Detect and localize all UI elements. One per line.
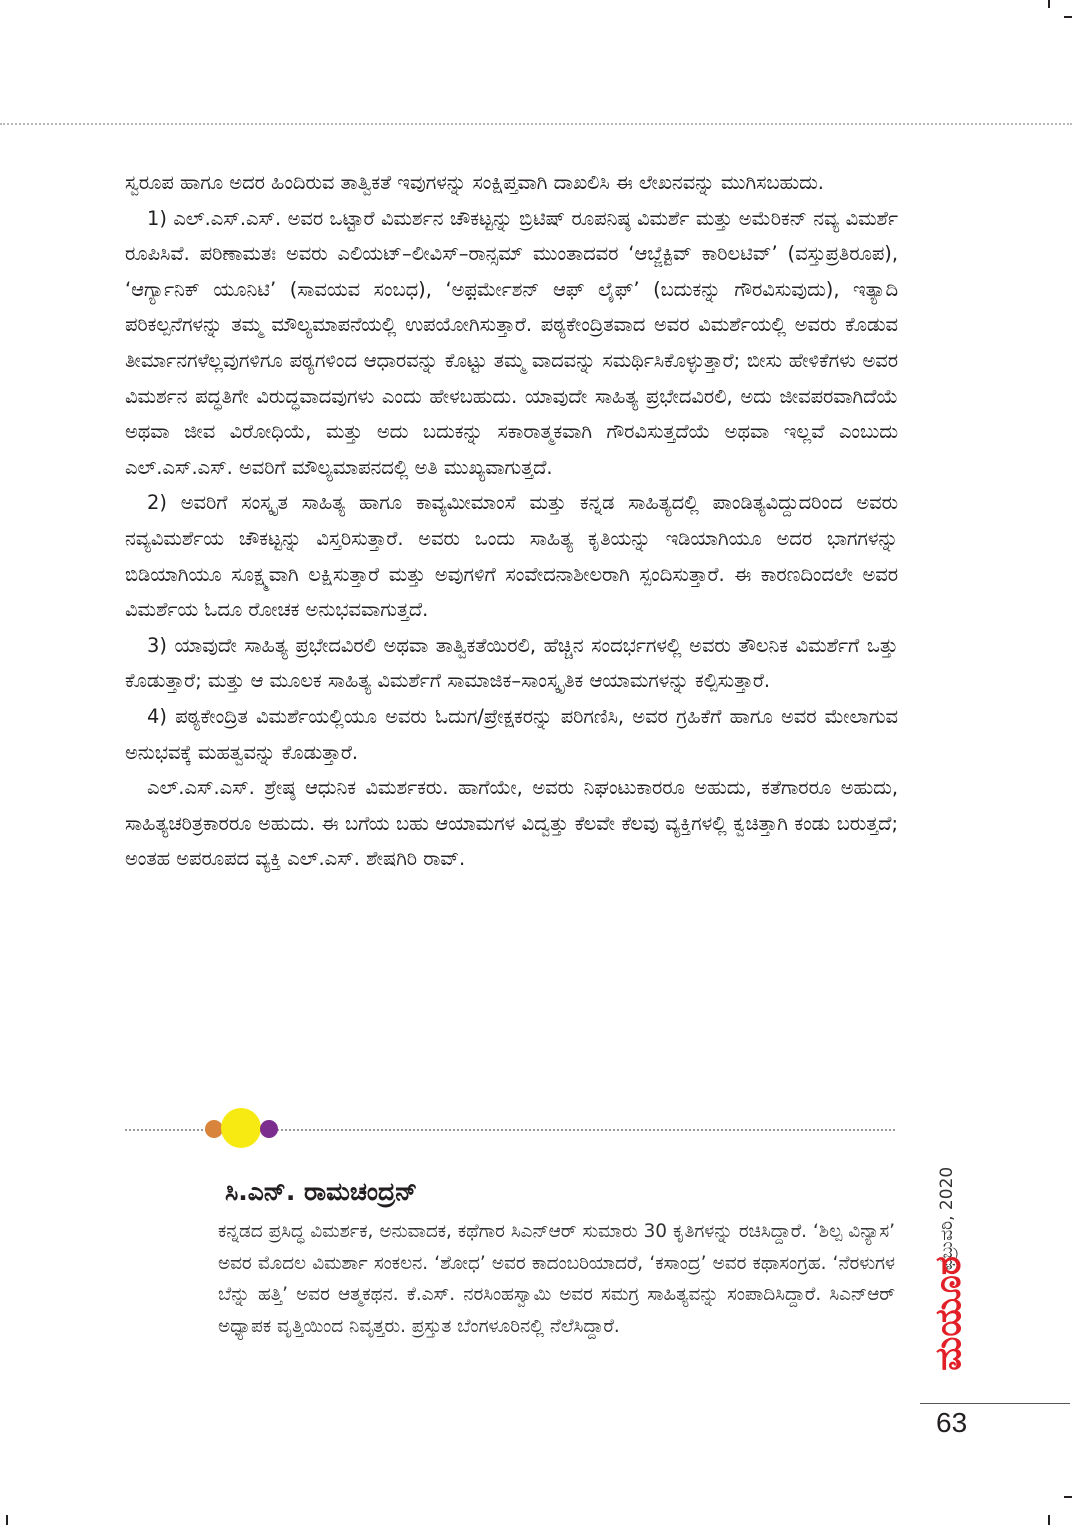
header-dotted-rule [0, 123, 1072, 125]
body-paragraph: 3) ಯಾವುದೇ ಸಾಹಿತ್ಯ ಪ್ರಭೇದವಿರಲಿ ಅಥವಾ ತಾತ್ವಿಕತೆಯಿರಲಿ, ಹೆಚ್ಚಿನ ಸಂದರ್ಭಗಳಲ್ಲಿ ಅವರು ತೌಲನಿಕ ವಿಮರ್ಶೆಗೆ ಒತ್ತು ಕೊಡುತ್ತಾರೆ; ಮತ್ತು ಆ ಮೂಲಕ ಸಾಹಿತ್ಯ ವಿಮರ್ಶೆಗೆ ಸಾಮಾಜಿಕ–ಸಾಂಸ್ಕೃತಿಕ ಆಯಾಮಗಳನ್ನು ಕಲ್ಪಿಸುತ್ತಾರೆ. [125, 633, 898, 693]
page-number-rule [920, 1403, 1070, 1404]
article-body [125, 165, 898, 877]
crop-mark [1064, 1496, 1072, 1498]
yellow-dot-icon [221, 1108, 261, 1148]
page-number: 63 [936, 1407, 968, 1438]
crop-mark [6, 1515, 8, 1525]
crop-mark [1064, 16, 1072, 18]
section-divider [125, 1108, 895, 1152]
masthead-container [924, 1236, 974, 1391]
author-bio: ಕನ್ನಡದ ಪ್ರಸಿದ್ಧ ವಿಮರ್ಶಕ, ಅನುವಾದಕ, ಕಥೆಗಾರ ಸಿಎನ್‌ಆರ್ ಸುಮಾರು 30 ಕೃತಿಗಳನ್ನು ರಚಿಸಿದ್ದಾರೆ. ‘ಶಿಲ್ಪ ವಿನ್ಯಾಸ’ ಅವರ ಮೊದಲ ವಿಮರ್ಶಾ ಸಂಕಲನ. ‘ಶೋಧ’ ಅವರ ಕಾದಂಬರಿಯಾದರೆ, ‘ಕಸಾಂದ್ರ’ ಅವರ ಕಥಾಸಂಗ್ರಹ. ‘ನೆರಳುಗಳ ಬೆನ್ನು ಹತ್ತಿ’ ಅವರ ಆತ್ಮಕಥನ. ಕೆ.ಎಸ್. ನರಸಿಂಹಸ್ವಾಮಿ ಅವರ ಸಮಗ್ರ ಸಾಹಿತ್ಯವನ್ನು ಸಂಪಾದಿಸಿದ್ದಾರೆ. ಸಿಎನ್‌ಆರ್ ಅಧ್ಯಾಪಕ ವೃತ್ತಿಯಿಂದ ನಿವೃತ್ತರು. ಪ್ರಸ್ತುತ ಬೆಂಗಳೂರಿನಲ್ಲಿ ನೆಲೆಸಿದ್ದಾರೆ. [218, 1221, 895, 1337]
magazine-masthead: ಮಯೂರ [928, 1256, 969, 1371]
body-paragraph: ಎಲ್.ಎಸ್.ಎಸ್. ಶ್ರೇಷ್ಠ ಆಧುನಿಕ ವಿಮರ್ಶಕರು. ಹಾಗೆಯೇ, ಅವರು ನಿಘಂಟುಕಾರರೂ ಅಹುದು, ಕತೆಗಾರರೂ ಅಹುದು, ಸಾಹಿತ್ಯಚರಿತ್ರಕಾರರೂ ಅಹುದು. ಈ ಬಗೆಯ ಬಹು ಆಯಾಮಗಳ ವಿದ್ವತ್ತು ಕೆಲವೇ ಕೆಲವು ವ್ಯಕ್ತಿಗಳಲ್ಲಿ ಕ್ವಚಿತ್ತಾಗಿ ಕಂಡು ಬರುತ್ತದೆ; ಅಂತಹ ಅಪರೂಪದ ವ್ಯಕ್ತಿ ಎಲ್.ಎಸ್. ಶೇಷಗಿರಿ ರಾವ್. [125, 776, 898, 871]
crop-mark [1048, 0, 1050, 8]
body-paragraph: 1) ಎಲ್.ಎಸ್.ಎಸ್. ಅವರ ಒಟ್ಟಾರೆ ವಿಮರ್ಶನ ಚೌಕಟ್ಟನ್ನು ಬ್ರಿಟಿಷ್ ರೂಪನಿಷ್ಠ ವಿಮರ್ಶೆ ಮತ್ತು ಅಮೆರಿಕನ್ ನವ್ಯ ವಿಮರ್ಶೆ ರೂಪಿಸಿವೆ. ಪರಿಣಾಮತಃ ಅವರು ಎಲಿಯಟ್–ಲೀವಿಸ್–ರಾನ್ಸಮ್ ಮುಂತಾದವರ ‘ಆಬ್ಜೆಕ್ಟಿವ್ ಕಾರಿಲಟಿವ್’ (ವಸ್ತುಪ್ರತಿರೂಪ), ‘ಆರ್ಗ್ಯಾನಿಕ್ ಯೂನಿಟಿ’ (ಸಾವಯವ ಸಂಬಧ), ‘ಅಫ಼ರ್ಮೇಶನ್ ಆಫ್ ಲೈಫ್’ (ಬದುಕನ್ನು ಗೌರವಿಸುವುದು), ಇತ್ಯಾದಿ ಪರಿಕಲ್ಪನೆಗಳನ್ನು ತಮ್ಮ ಮೌಲ್ಯಮಾಪನೆಯಲ್ಲಿ ಉಪಯೋಗಿಸುತ್ತಾರೆ. ಪಠ್ಯಕೇಂದ್ರಿತವಾದ ಅವರ ವಿಮರ್ಶೆಯಲ್ಲಿ ಅವರು ಕೊಡುವ ತೀರ್ಮಾನಗಳೆಲ್ಲವುಗಳಿಗೂ ಪಠ್ಯಗಳಿಂದ ಆಧಾರವನ್ನು ಕೊಟ್ಟು ತಮ್ಮ ವಾದವನ್ನು ಸಮರ್ಥಿಸಿಕೊಳ್ಳುತ್ತಾರೆ; ಬೀಸು ಹೇಳಿಕೆಗಳು ಅವರ ವಿಮರ್ಶನ ಪದ್ಧತಿಗೇ ವಿರುದ್ಧವಾದವುಗಳು ಎಂದು ಹೇಳಬಹುದು. ಯಾವುದೇ ಸಾಹಿತ್ಯ ಪ್ರಭೇದವಿರಲಿ, ಅದು ಜೀವಪರವಾಗಿದೆಯೆ ಅಥವಾ ಜೀವ ವಿರೋಧಿಯೆ, ಮತ್ತು ಅದು ಬದುಕನ್ನು ಸಕಾರಾತ್ಮಕವಾಗಿ ಗೌರವಿಸುತ್ತದೆಯೆ ಅಥವಾ ಇಲ್ಲವೆ ಎಂಬುದು ಎಲ್.ಎಸ್.ಎಸ್. ಅವರಿಗೆ ಮೌಲ್ಯಮಾಪನದಲ್ಲಿ ಅತಿ ಮುಖ್ಯವಾಗುತ್ತದೆ. [125, 206, 898, 479]
purple-dot-icon [260, 1120, 278, 1138]
body-paragraph: 4) ಪಠ್ಯಕೇಂದ್ರಿತ ವಿಮರ್ಶೆಯಲ್ಲಿಯೂ ಅವರು ಓದುಗ/ಪ್ರೇಕ್ಷಕರನ್ನು ಪರಿಗಣಿಸಿ, ಅವರ ಗ್ರಹಿಕೆಗೆ ಹಾಗೂ ಅವರ ಮೇಲಾಗುವ ಅನುಭವಕ್ಕೆ ಮಹತ್ವವನ್ನು ಕೊಡುತ್ತಾರೆ. [125, 704, 898, 764]
author-name: ಸಿ.ಎನ್. ರಾಮಚಂದ್ರನ್ [225, 1177, 418, 1206]
crop-mark [1048, 1515, 1050, 1525]
issue-date: ಫೆಬ್ರುವರಿ, 2020 [937, 1166, 957, 1270]
body-paragraph: 2) ಅವರಿಗೆ ಸಂಸ್ಕೃತ ಸಾಹಿತ್ಯ ಹಾಗೂ ಕಾವ್ಯಮೀಮಾಂಸೆ ಮತ್ತು ಕನ್ನಡ ಸಾಹಿತ್ಯದಲ್ಲಿ ಪಾಂಡಿತ್ಯವಿದ್ದುದರಿಂದ ಅವರು ನವ್ಯವಿಮರ್ಶೆಯ ಚೌಕಟ್ಟನ್ನು ವಿಸ್ತರಿಸುತ್ತಾರೆ. ಅವರು ಒಂದು ಸಾಹಿತ್ಯ ಕೃತಿಯನ್ನು ಇಡಿಯಾಗಿಯೂ ಅದರ ಭಾಗಗಳನ್ನು ಬಿಡಿಯಾಗಿಯೂ ಸೂಕ್ಷ್ಮವಾಗಿ ಲಕ್ಷಿಸುತ್ತಾರೆ ಮತ್ತು ಅವುಗಳಿಗೆ ಸಂವೇದನಾಶೀಲರಾಗಿ ಸ್ಪಂದಿಸುತ್ತಾರೆ. ಈ ಕಾರಣದಿಂದಲೇ ಅವರ ವಿಮರ್ಶೆಯ ಓದೂ ರೋಚಕ ಅನುಭವವಾಗುತ್ತದೆ. [125, 491, 898, 622]
body-paragraph: ಸ್ವರೂಪ ಹಾಗೂ ಅದರ ಹಿಂದಿರುವ ತಾತ್ವಿಕತೆ ಇವುಗಳನ್ನು ಸಂಕ್ಷಿಪ್ತವಾಗಿ ದಾಖಲಿಸಿ ಈ ಲೇಖನವನ್ನು ಮುಗಿಸಬಹುದು. [125, 171, 824, 194]
